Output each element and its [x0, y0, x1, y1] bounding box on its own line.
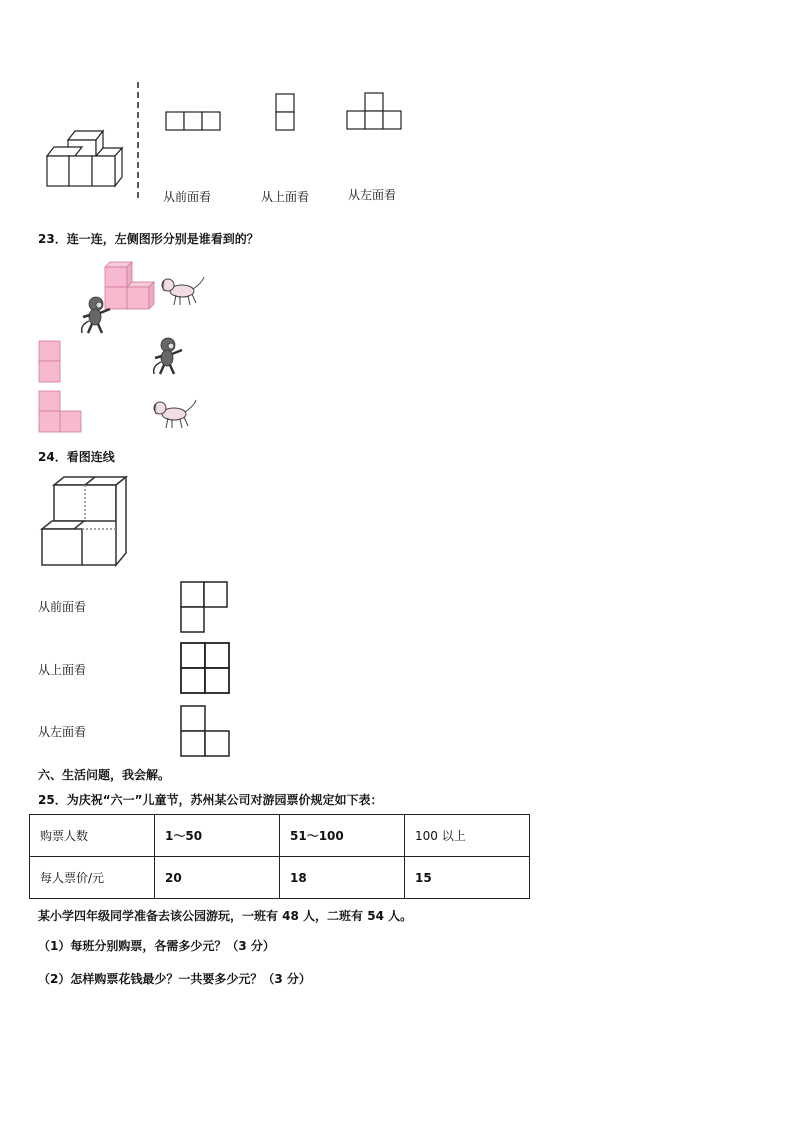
front-view-shape [165, 111, 221, 131]
q24-title: 24．看图连线 [38, 450, 115, 464]
table-cell: 20 [155, 857, 280, 899]
q25-sub-question-1: （1）每班分别购票，各需多少元？（3 分） [38, 939, 275, 953]
dog-icon [158, 275, 208, 307]
left-view-shape [346, 92, 402, 130]
monkey-icon [150, 336, 186, 376]
table-cell: 购票人数 [30, 815, 155, 857]
q25-sub-question-2: （2）怎样购票花钱最少？一共要多少元？（3 分） [38, 972, 311, 986]
q24-top-label: 从上面看 [38, 663, 87, 677]
q25-title: 25．为庆祝“六一”儿童节，苏州某公司对游园票价规定如下表： [38, 793, 383, 807]
q24-left-label: 从左面看 [38, 725, 87, 739]
monkey-icon [78, 295, 114, 335]
q24-view-shape-3 [180, 705, 232, 759]
top-view-label: 从上面看 [261, 190, 310, 204]
table-row [30, 857, 530, 899]
q23-title: 23．连一连，左侧图形分别是谁看到的？ [38, 232, 259, 246]
ticket-price-table [29, 814, 530, 899]
table-cell: 每人票价/元 [30, 857, 155, 899]
q24-front-label: 从前面看 [38, 600, 87, 614]
dog-icon [150, 396, 200, 432]
table-cell: 51～100 [280, 815, 405, 857]
cube-stack-3d [40, 125, 130, 195]
table-row [30, 815, 530, 857]
table-cell: 100 以上 [405, 815, 530, 857]
table-cell: 15 [405, 857, 530, 899]
table-cell: 18 [280, 857, 405, 899]
section6-title: 六、生活问题，我会解。 [38, 768, 171, 782]
pink-view-two-stack [38, 340, 62, 384]
cube-stack-3d-sketch [40, 475, 132, 570]
q24-view-shape-2 [180, 642, 232, 696]
dashed-divider [133, 82, 143, 202]
q24-view-shape-1 [180, 581, 230, 635]
table-cell: 1～50 [155, 815, 280, 857]
front-view-label: 从前面看 [163, 190, 212, 204]
pink-view-l-shape [38, 390, 84, 434]
top-view-shape [275, 93, 295, 131]
q25-description: 某小学四年级同学准备去该公园游玩，一班有 48 人，二班有 54 人。 [38, 909, 413, 923]
left-view-label: 从左面看 [348, 188, 397, 202]
